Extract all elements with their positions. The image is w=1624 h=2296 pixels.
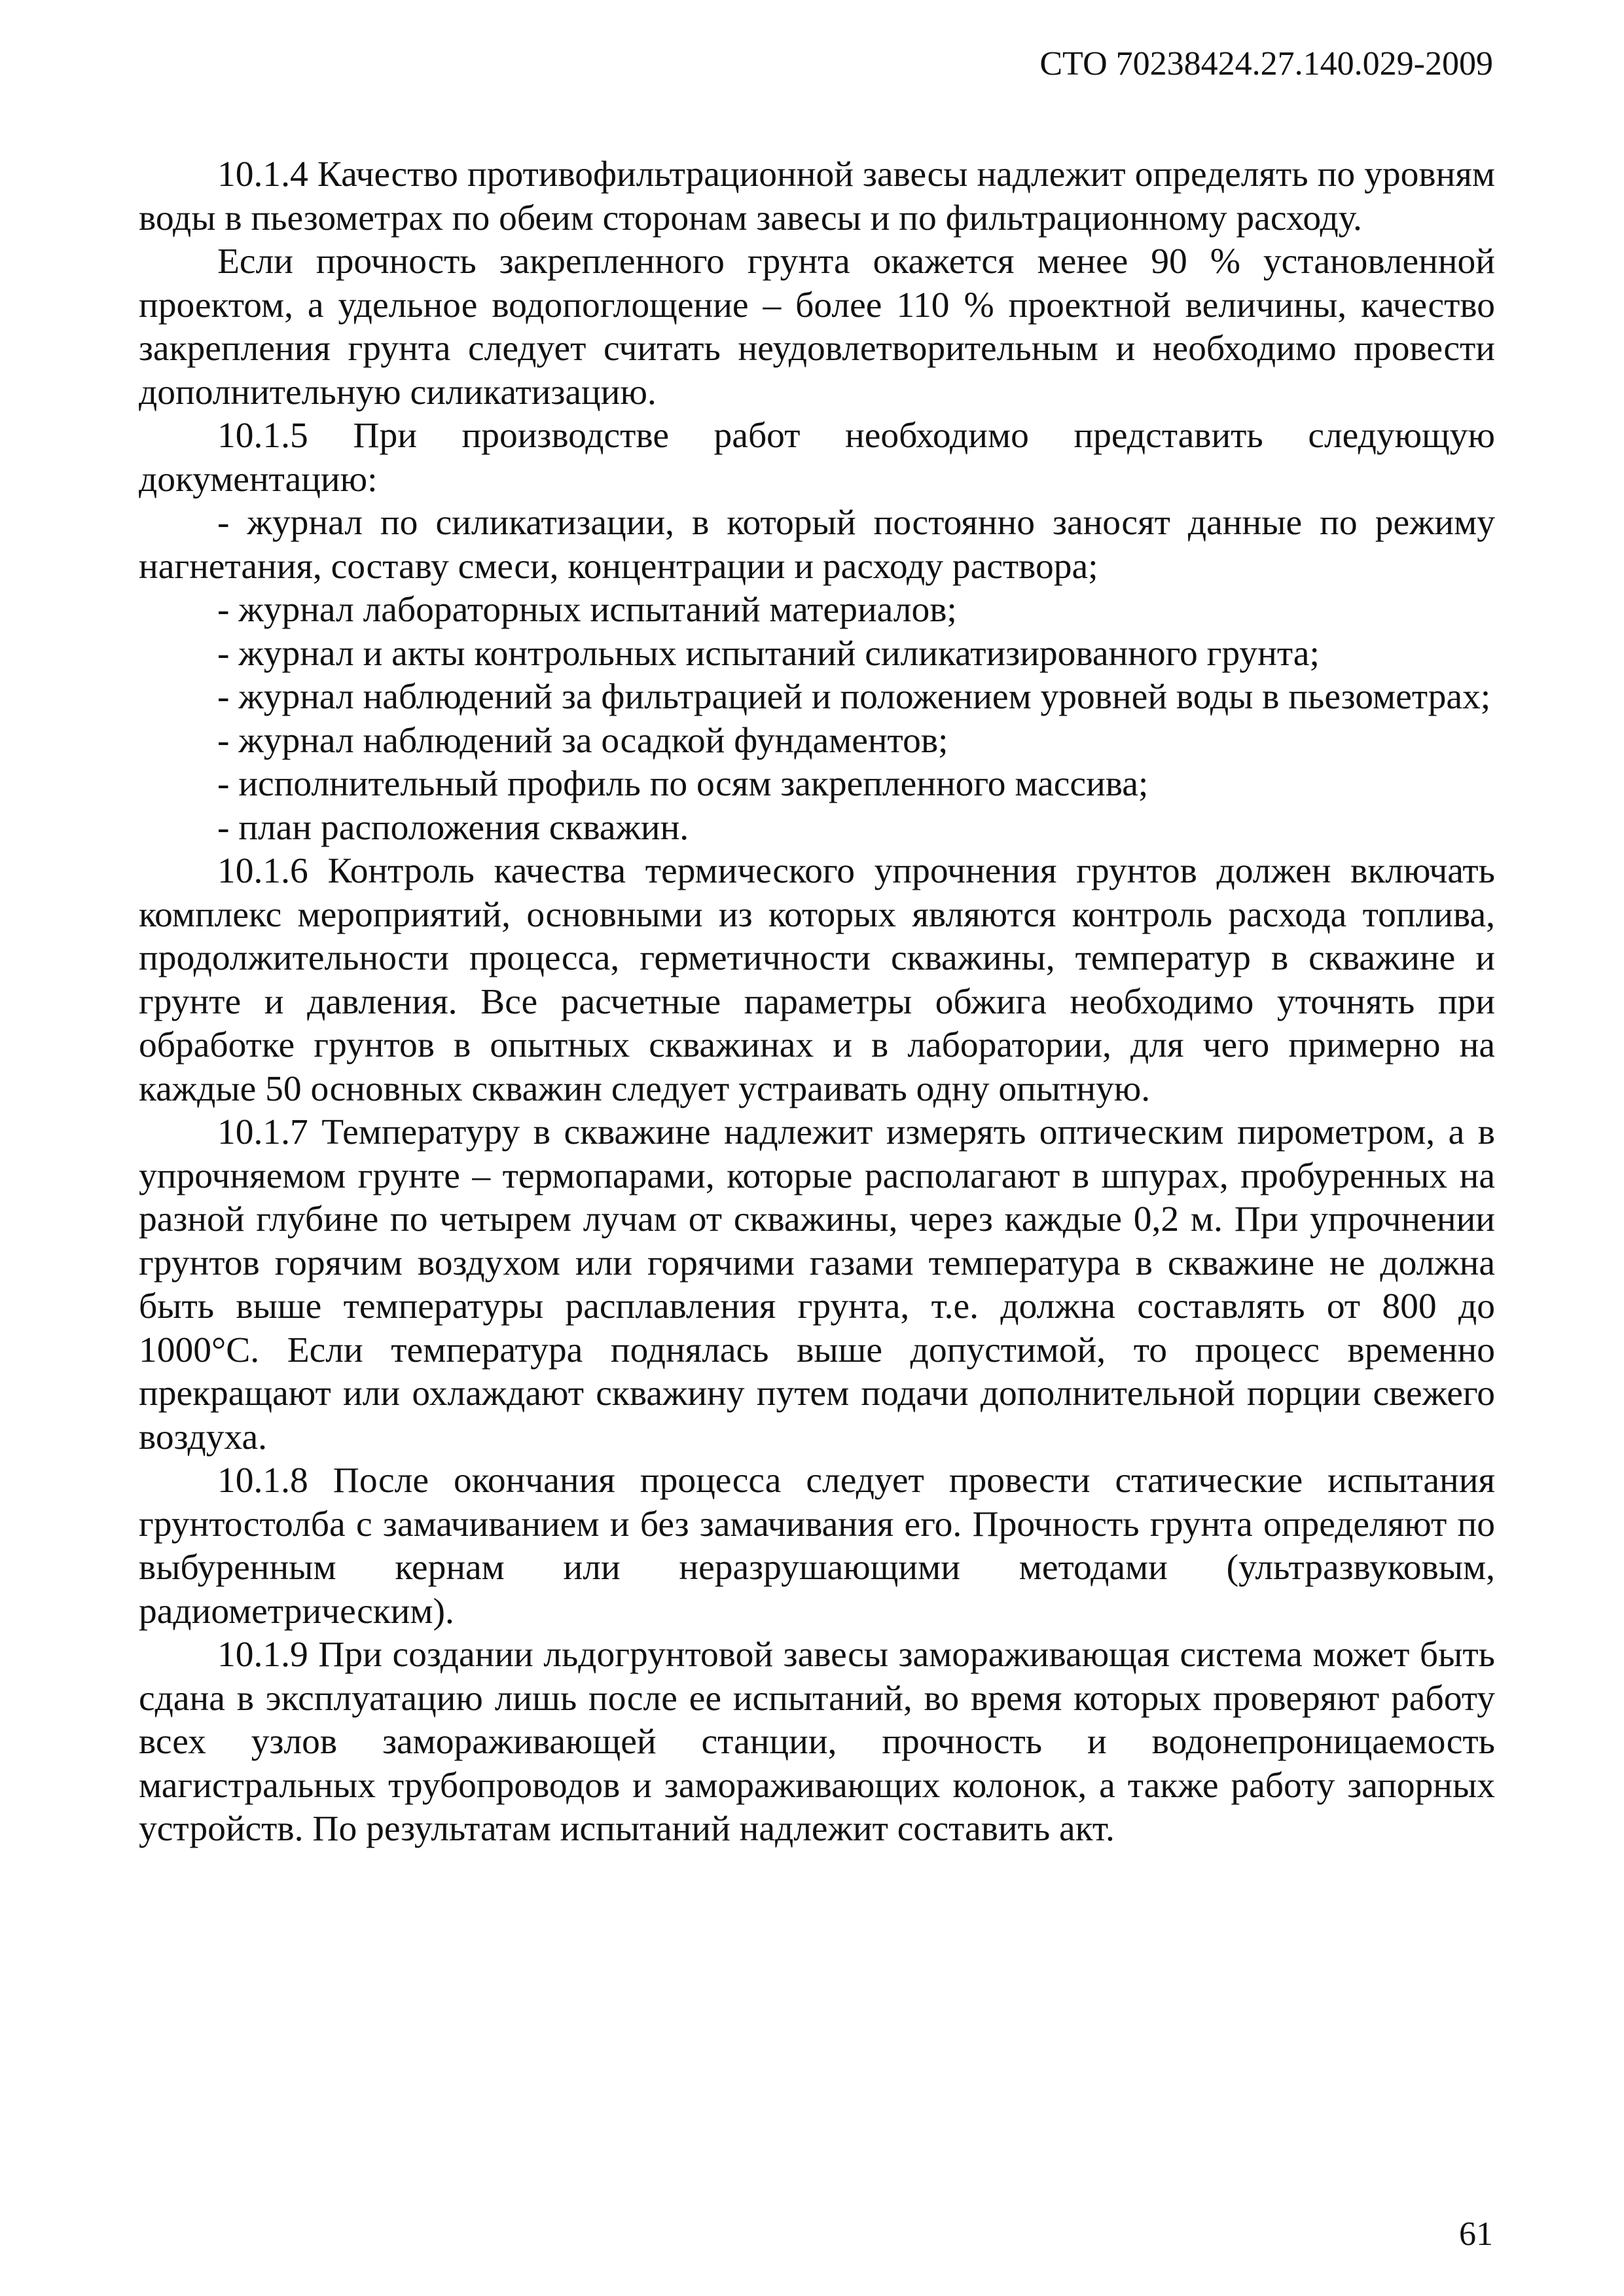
paragraph-10-1-8: 10.1.8 После окончания процесса следует провести статические испытания грунтостолба с замачиванием и без замачивания его. Прочность грунта определяют по выбуренным кернам или неразрушающими методами (ультразвуковым, радиометрическим). xyxy=(139,1461,1495,1631)
paragraph-10-1-4: 10.1.4 Качество противофильтрационной завесы надлежит определять по уровням воды в пьезометрах по обеим сторонам завесы и по фильтрационному расходу. xyxy=(139,155,1495,238)
body-text xyxy=(139,153,1495,1851)
list-item: - журнал наблюдений за фильтрацией и положением уровней воды в пьезометрах; xyxy=(217,677,1491,717)
paragraph-10-1-9: 10.1.9 При создании льдогрунтовой завесы замораживающая система может быть сдана в эксплуатацию лишь после ее испытаний, во время которых проверяют работу всех узлов замораживающей станции, прочность и водонепроницаемость магистральных трубопроводов и замораживающих колонок, а также работу запорных устройств. По результатам испытаний надлежит составить акт. xyxy=(139,1635,1495,1849)
paragraph-10-1-7: 10.1.7 Температуру в скважине надлежит измерять оптическим пирометром, а в упрочняемом грунте – термопарами, которые располагают в шпурах, пробуренных на разной глубине по четырем лучам от скважины, через каждые 0,2 м. При упрочнении грунтов горячим воздухом или горячими газами температура в скважине не должна быть выше температуры расплавления грунта, т.е. должна составлять от 800 до 1000°С. Если температура поднялась выше допустимой, то процесс временно прекращают или охлаждают скважину путем подачи дополнительной порции свежего воздуха. xyxy=(139,1112,1495,1457)
list-item: - исполнительный профиль по осям закрепленного массива; xyxy=(217,764,1149,804)
list-item: - журнал наблюдений за осадкой фундаментов; xyxy=(217,720,948,761)
page-number: 61 xyxy=(1459,2215,1493,2253)
document-code: СТО 70238424.27.140.029-2009 xyxy=(1039,45,1493,82)
list-item: - журнал лабораторных испытаний материалов; xyxy=(217,590,957,630)
paragraph-strength-criteria: Если прочность закрепленного грунта окажется менее 90 % установленной проектом, а удельное водопоглощение – более 110 % проектной величины, качество закрепления грунта следует считать неудовлетворительным и необходимо провести дополнительную силикатизацию. xyxy=(139,242,1495,412)
list-item: - план расположения скважин. xyxy=(217,807,689,848)
paragraph-10-1-6: 10.1.6 Контроль качества термического упрочнения грунтов должен включать комплекс мероприятий, основными из которых являются контроль расхода топлива, продолжительности процесса, герметичности скважины, температур в скважине и грунте и давления. Все расчетные параметры обжига необходимо уточнять при обработке грунтов в опытных скважинах и в лаборатории, для чего примерно на каждые 50 основных скважин следует устраивать одну опытную. xyxy=(139,851,1495,1109)
list-item: - журнал и акты контрольных испытаний силикатизированного грунта; xyxy=(217,633,1320,674)
paragraph-10-1-5: 10.1.5 При производстве работ необходимо представить следующую документацию: xyxy=(139,416,1495,500)
list-item: - журнал по силикатизации, в который постоянно заносят данные по режиму нагнетания, составу смеси, концентрации и расходу раствора; xyxy=(139,503,1495,587)
